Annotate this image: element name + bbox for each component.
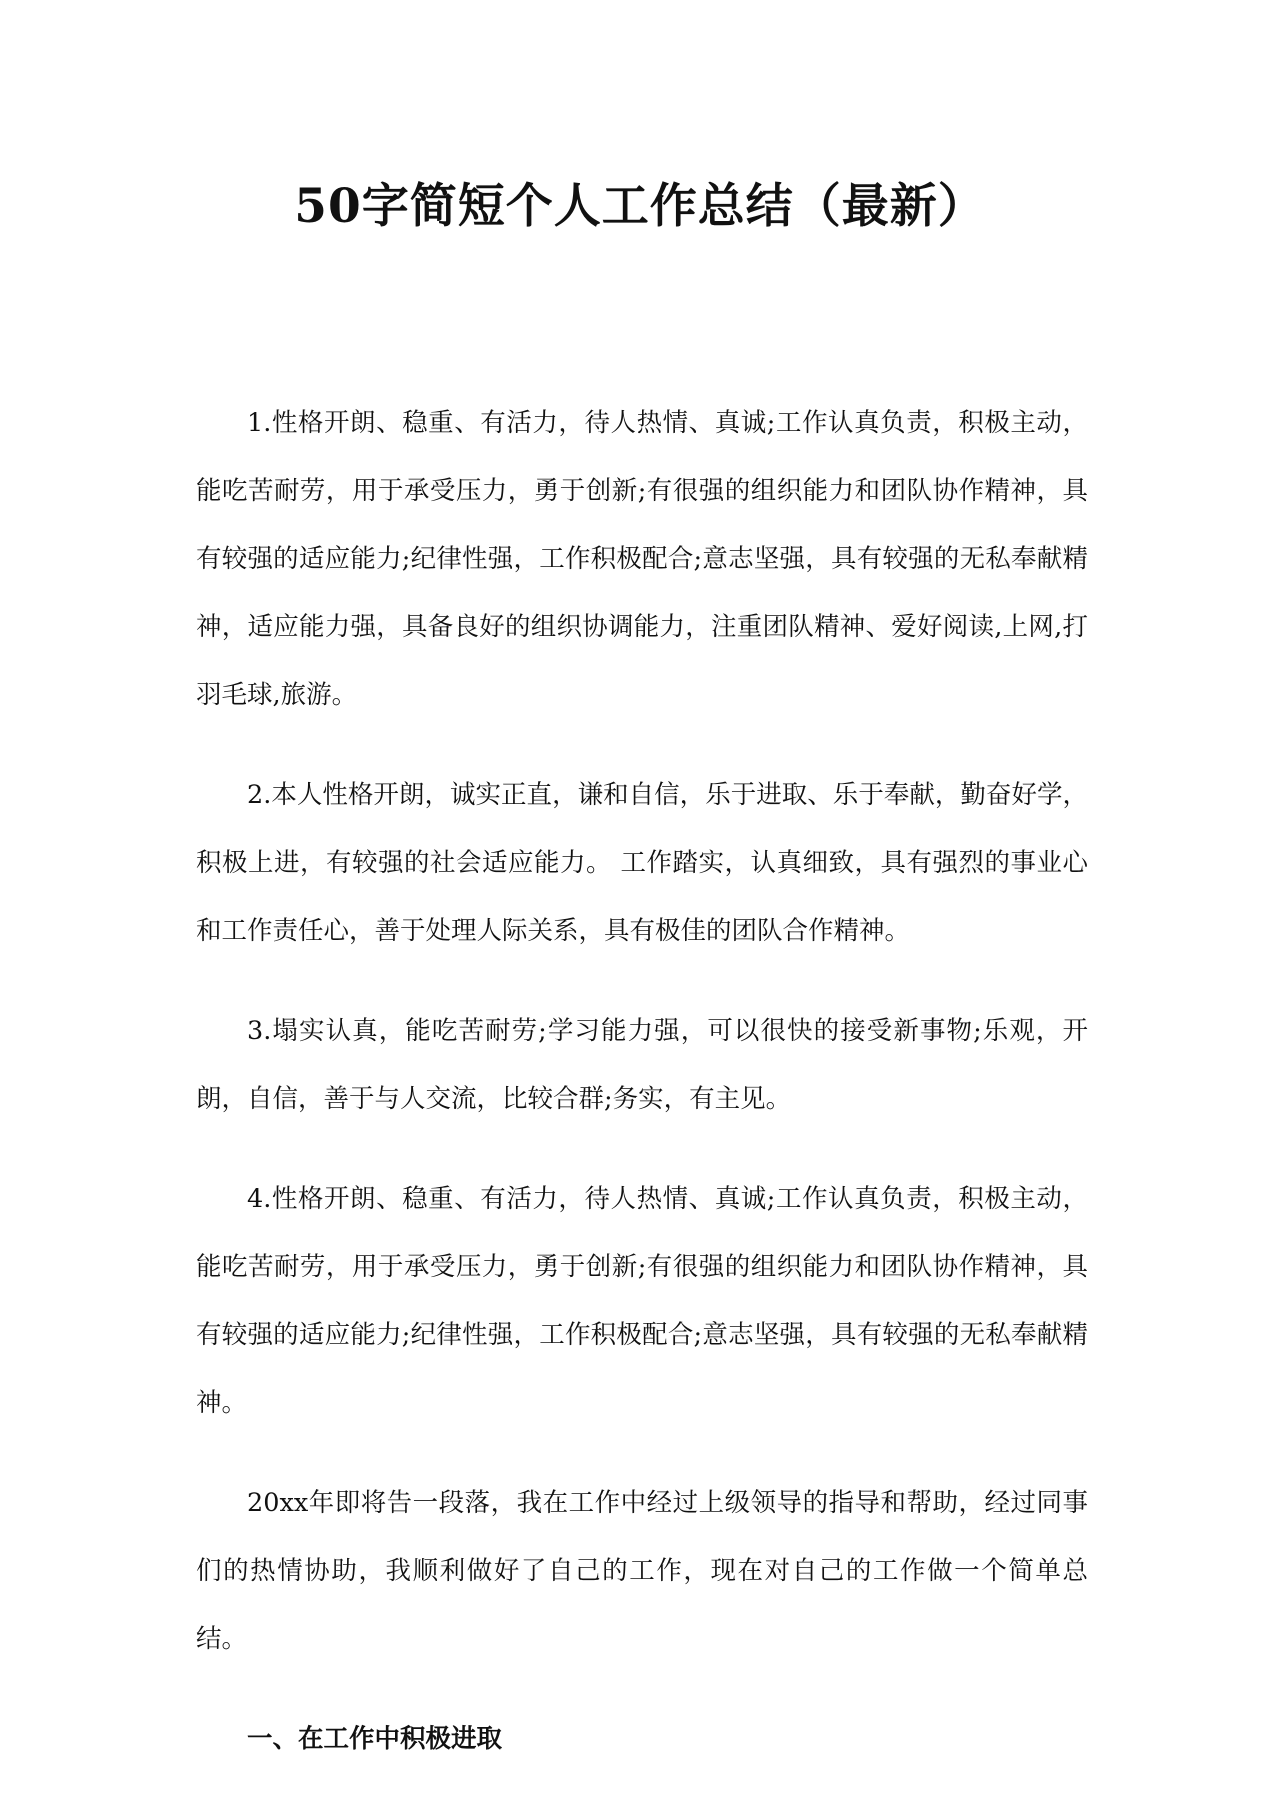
paragraph-4: 4.性格开朗、稳重、有活力，待人热情、真诚;工作认真负责，积极主动，能吃苦耐劳，用于承受压力，勇于创新;有很强的组织能力和团队协作精神，具有较强的适应能力;纪律性强，工作积极配合;意志坚强，具有较强的无私奉献精神。	[196, 1184, 1088, 1418]
document-body	[196, 389, 1088, 1773]
document-title: 50字简短个人工作总结（最新）	[294, 179, 986, 234]
section-heading: 一、在工作中积极进取	[247, 1724, 503, 1754]
paragraph-1: 1.性格开朗、稳重、有活力，待人热情、真诚;工作认真负责，积极主动，能吃苦耐劳，用于承受压力，勇于创新;有很强的组织能力和团队协作精神，具有较强的适应能力;纪律性强，工作积极配合;意志坚强，具有较强的无私奉献精神，适应能力强，具备良好的组织协调能力，注重团队精神、爱好阅读,上网,打羽毛球,旅游。	[196, 408, 1088, 710]
paragraph-3: 3.塌实认真，能吃苦耐劳;学习能力强，可以很快的接受新事物;乐观，开朗，自信，善于与人交流，比较合群;务实，有主见。	[196, 1016, 1088, 1114]
paragraph-intro: 20xx年即将告一段落，我在工作中经过上级领导的指导和帮助，经过同事们的热情协助，我顺利做好了自己的工作，现在对自己的工作做一个简单总结。	[196, 1488, 1088, 1654]
paragraph-2: 2.本人性格开朗，诚实正直，谦和自信，乐于进取、乐于奉献，勤奋好学，积极上进，有较强的社会适应能力。 工作踏实，认真细致，具有强烈的事业心和工作责任心，善于处理人际关系，具有极佳的团队合作精神。	[196, 780, 1088, 946]
